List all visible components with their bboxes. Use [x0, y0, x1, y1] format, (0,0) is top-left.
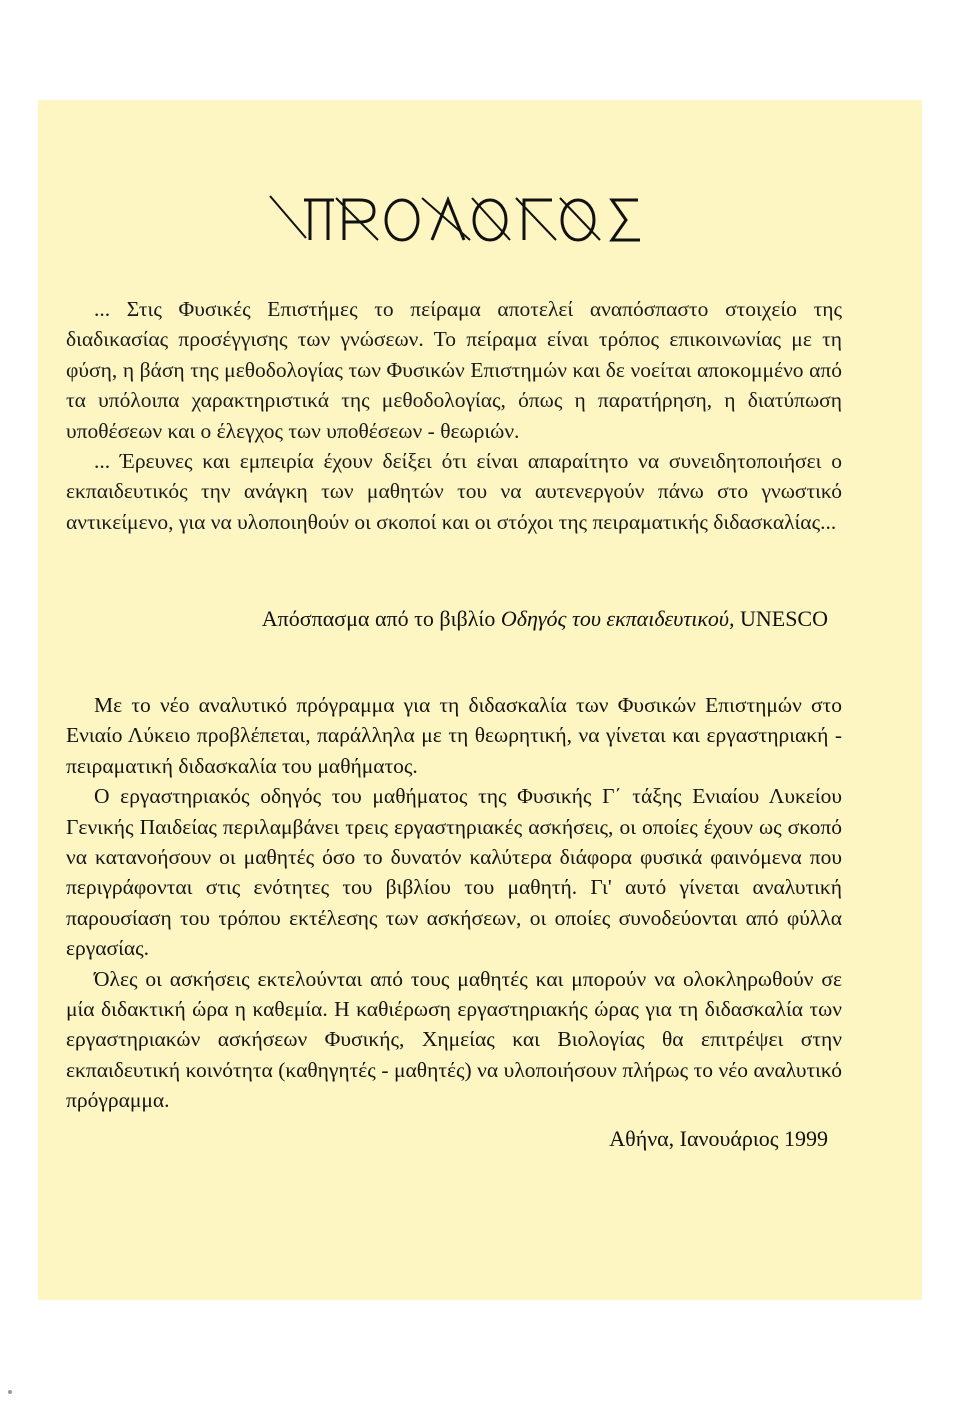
- date-line: Αθήνα, Ιανουάριος 1999: [609, 1126, 828, 1151]
- body-paragraph-3: Όλες οι ασκήσεις εκτελούνται από τους μαθητές και μπορούν να ολοκληρωθούν σε μία διδακτική ώρα η καθεμία. Η καθιέρωση εργαστηριακής ώρας για τη διδασκαλία των εργαστηριακών ασκήσεων Φυσικής, Χημείας και Βιολογίας θα επιτρέψει στην εκπαιδευτική κοινότητα (καθηγητές - μαθητές) να υλοποιήσουν πλήρως το νέο αναλυτικό πρόγραμμα.: [66, 966, 842, 1113]
- source-publisher: UNESCO: [739, 606, 828, 631]
- quote-source: [262, 604, 828, 634]
- quote-block: [66, 294, 842, 537]
- source-prefix: Απόσπασμα από το βιβλίο: [261, 606, 496, 631]
- body-paragraph-1: Με το νέο αναλυτικό πρόγραμμα για τη διδασκαλία των Φυσικών Επιστημών στο Ενιαίο Λύκειο προβλέπεται, παράλληλα με τη θεωρητική, να γίνεται και εργαστηριακή - πειραματική διδασκαλία του μαθήματος.: [66, 693, 842, 778]
- quote-paragraph-2: ... Έρευνες και εμπειρία έχουν δείξει ότι είναι απαραίτητο να συνειδητοποιήσει ο εκπαιδευτικός την ανάγκη των μαθητών του να αυτενεργούν πάνω στο γνωστικό αντικείμενο, για να υλοποιηθούν οι σκοποί και οι στόχοι της πειραματικής διδασκαλίας...: [66, 449, 842, 534]
- page-title: [38, 186, 922, 250]
- body-paragraph-2: Ο εργαστηριακός οδηγός του μαθήματος της Φυσικής Γ΄ τάξης Ενιαίου Λυκείου Γενικής Παιδείας περιλαμβάνει τρεις εργαστηριακές ασκήσεις, οι οποίες έχουν ως σκοπό να κατανοήσουν οι μαθητές όσο το δυνατόν καλύτερα διάφορα φυσικά φαινόμενα που περιγράφονται στις ενότητες του βιβλίου του μαθητή. Γι' αυτό γίνεται αναλυτική παρουσίαση του τρόπου εκτέλεσης των ασκήσεων, οι οποίες συνοδεύονται από φύλλα εργασίας.: [66, 784, 842, 961]
- quote-paragraph-1: ... Στις Φυσικές Επιστήμες το πείραμα αποτελεί αναπόσπαστο στοιχείο της διαδικασίας προσέγγισης των γνώσεων. Το πείραμα είναι τρόπος επικοινωνίας με τη φύση, η βάση της μεθοδολογίας των Φυσικών Επιστημών και δε νοείται αποκομμένο από τα υπόλοιπα χαρακτηριστικά της μεθοδολογίας, όπως η παρατήρηση, η διατύπωση υποθέσεων και ο έλεγχος των υποθέσεων - θεωριών.: [66, 297, 842, 443]
- body-text: [66, 690, 842, 1116]
- decorative-title-lettering: [260, 186, 700, 250]
- source-book-title: Οδηγός του εκπαιδευτικού,: [500, 606, 735, 631]
- scan-mark: [8, 1390, 12, 1394]
